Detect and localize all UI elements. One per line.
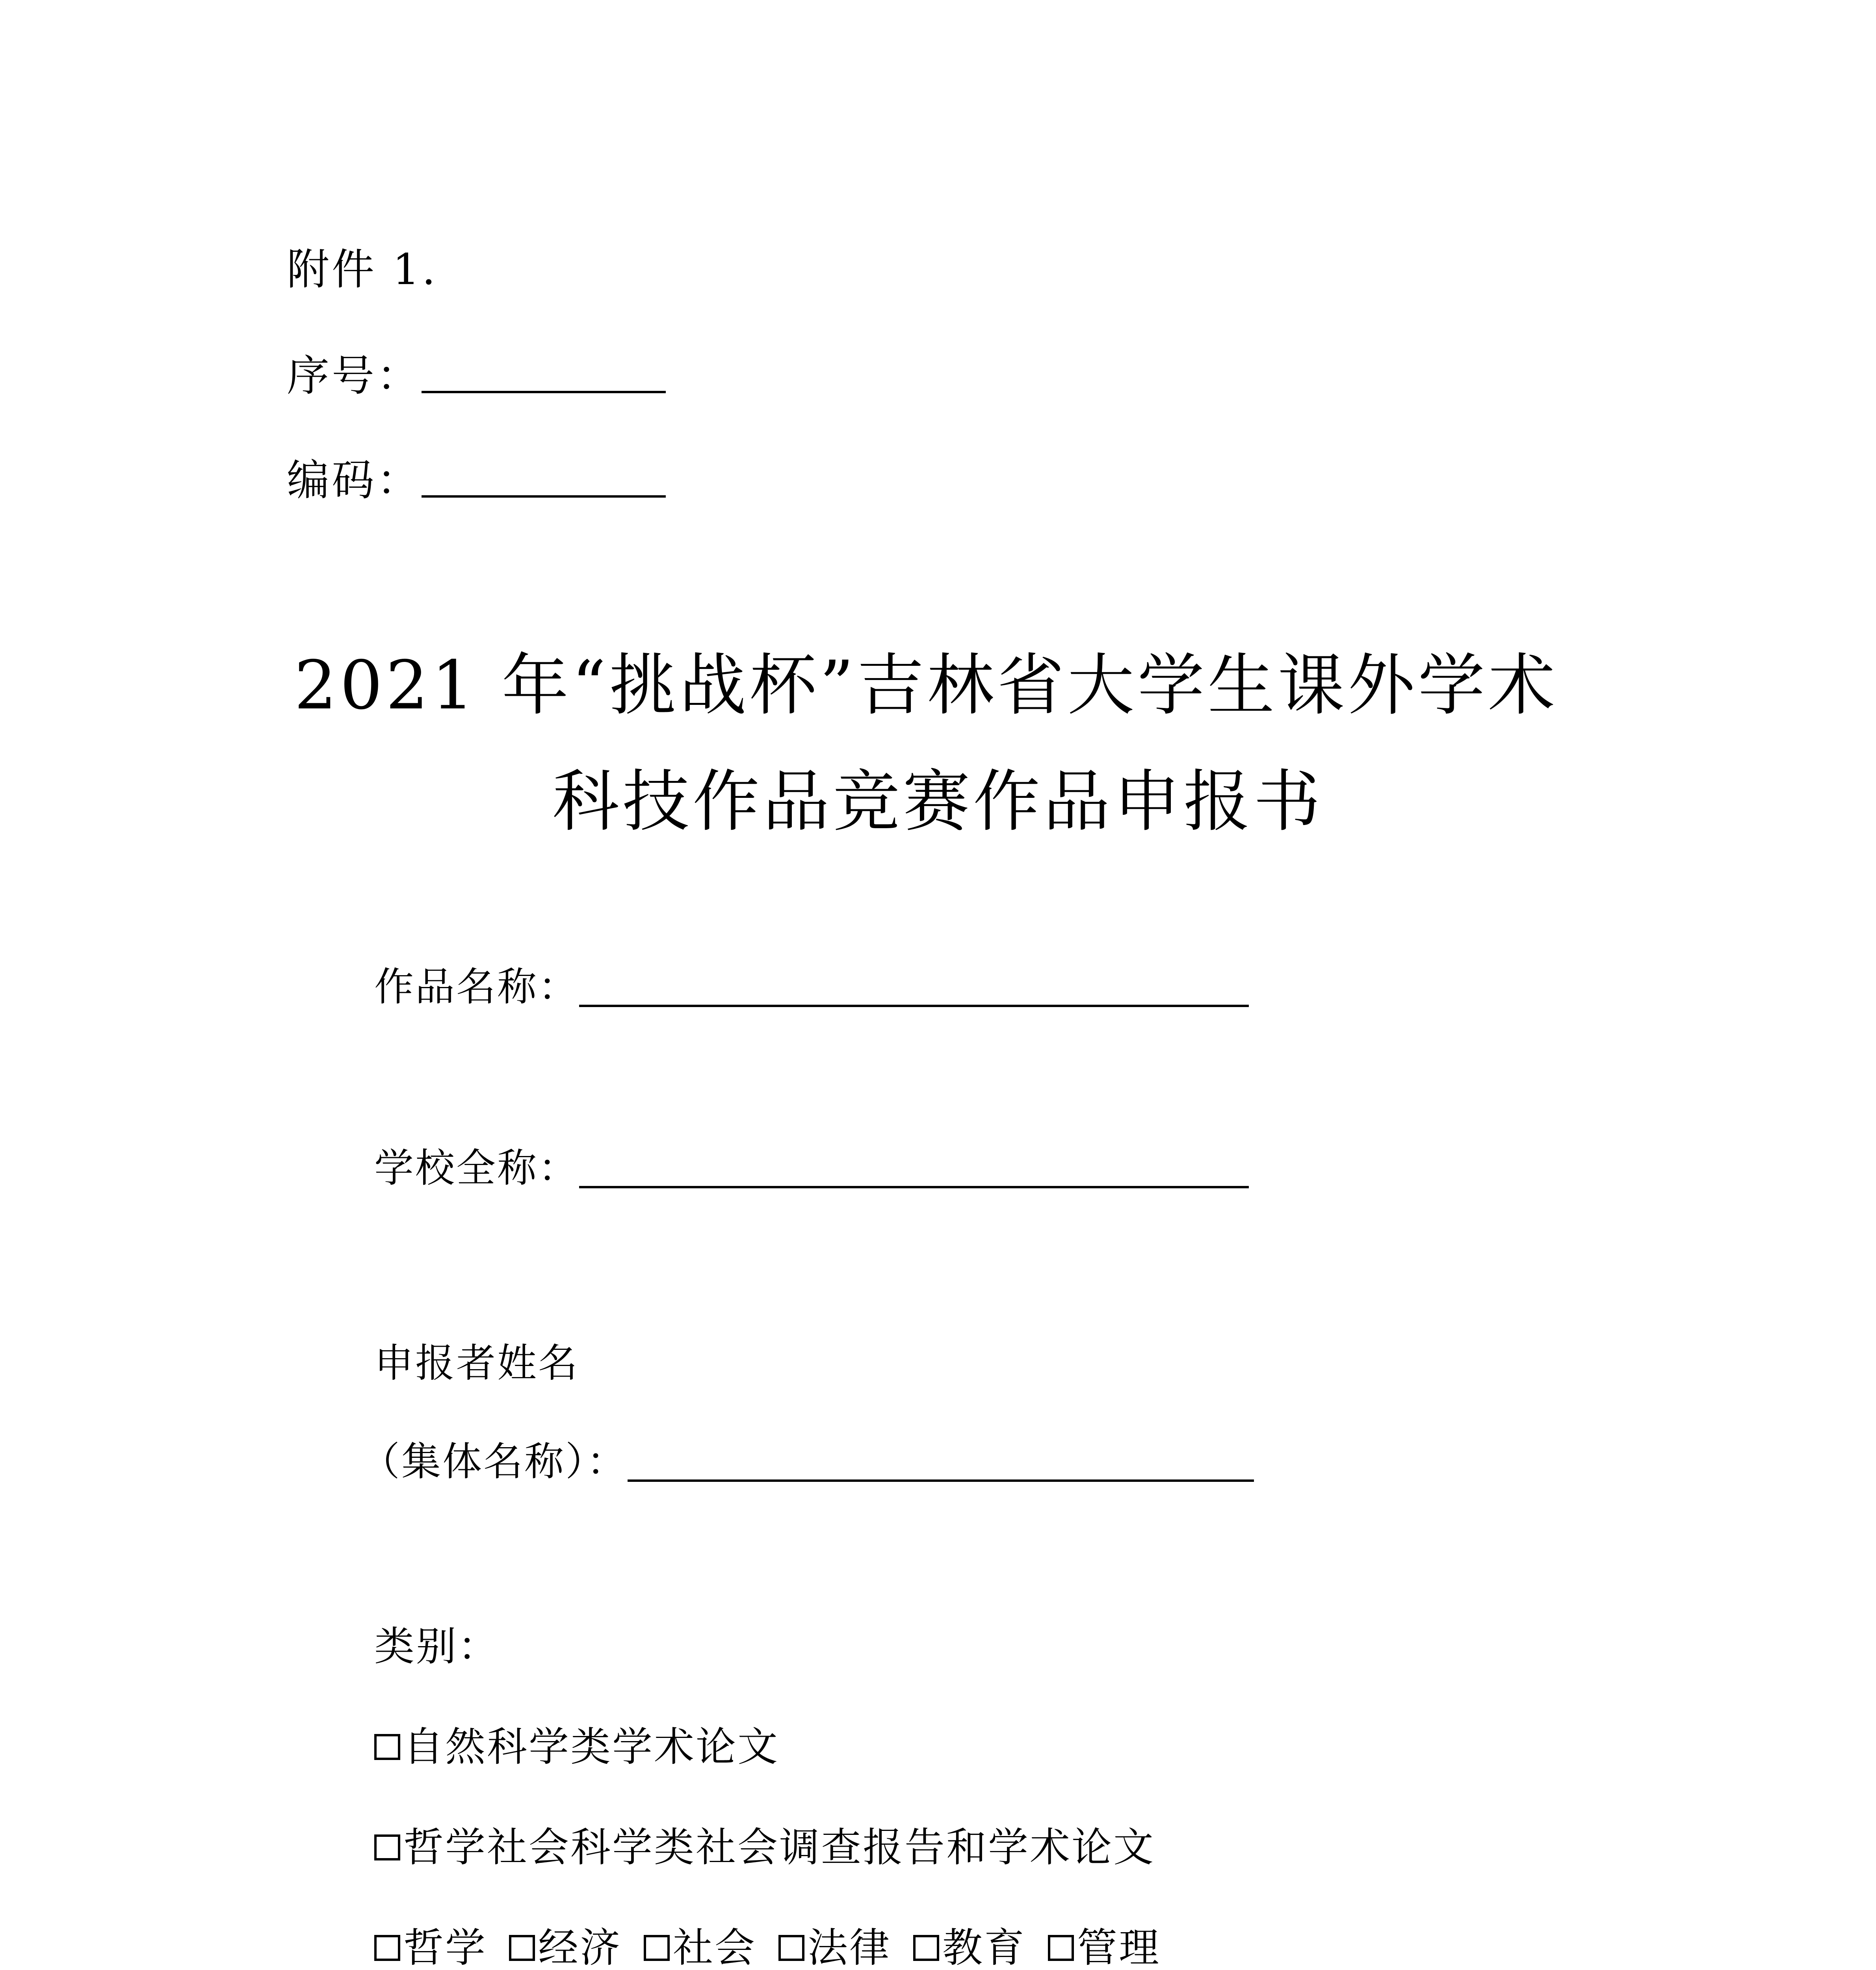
checkbox[interactable] xyxy=(644,1935,670,1961)
category-option-label: 自然科学类学术论文 xyxy=(403,1724,779,1771)
form-title-line-1: 2021 年“挑战杯”吉林省大学生课外学术 xyxy=(294,647,1558,725)
sub-option-economics[interactable]: 经济 xyxy=(509,1923,622,1970)
code-label: 编码： xyxy=(287,456,422,505)
serial-number-label: 序号： xyxy=(287,351,422,401)
work-name-blank[interactable] xyxy=(579,1005,1249,1007)
sub-option-management[interactable]: 管理 xyxy=(1048,1923,1161,1970)
checkbox[interactable] xyxy=(778,1935,804,1961)
serial-number-row xyxy=(287,351,666,402)
checkbox[interactable] xyxy=(913,1935,939,1961)
school-name-label: 学校全称： xyxy=(374,1145,579,1191)
applicant-label-line-1: 申报者姓名 xyxy=(374,1340,579,1386)
attachment-label xyxy=(287,244,438,296)
checkbox[interactable] xyxy=(1048,1935,1074,1961)
category-option[interactable] xyxy=(374,1822,1155,1873)
sub-option-education[interactable]: 教育 xyxy=(913,1923,1026,1970)
category-label: 类别： xyxy=(374,1623,500,1670)
checkbox[interactable] xyxy=(374,1734,400,1760)
attachment-text: 附件 1. xyxy=(287,245,438,294)
sub-option-society[interactable]: 社会 xyxy=(644,1923,756,1970)
checkbox[interactable] xyxy=(509,1935,535,1961)
work-name-label: 作品名称： xyxy=(374,964,579,1010)
code-row xyxy=(287,455,666,506)
sub-option-philosophy[interactable]: 哲学 xyxy=(374,1923,487,1970)
form-title-line-2: 科技作品竞赛作品申报书 xyxy=(552,763,1324,841)
category-option-label: 哲学社会科学类社会调查报告和学术论文 xyxy=(403,1824,1155,1871)
serial-number-blank[interactable] xyxy=(422,391,666,393)
sub-option-law[interactable]: 法律 xyxy=(778,1923,891,1970)
applicant-name-blank[interactable] xyxy=(628,1479,1254,1482)
school-name-blank[interactable] xyxy=(579,1186,1249,1188)
sub-category-row xyxy=(374,1923,1161,1970)
category-option[interactable] xyxy=(374,1722,779,1773)
school-name-row xyxy=(374,1143,1249,1194)
checkbox[interactable] xyxy=(374,1935,400,1961)
checkbox[interactable] xyxy=(374,1834,400,1860)
code-blank[interactable] xyxy=(422,495,666,498)
work-name-row xyxy=(374,961,1249,1013)
applicant-label-line-2: （集体名称）： xyxy=(360,1438,628,1485)
applicant-row xyxy=(360,1436,1254,1487)
